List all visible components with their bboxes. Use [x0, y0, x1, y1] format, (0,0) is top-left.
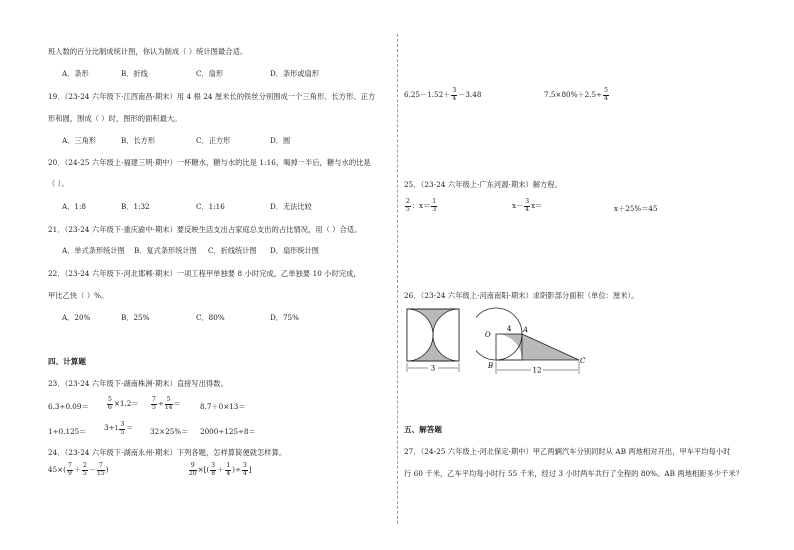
section-5-heading: 五、解答题 — [404, 425, 442, 434]
option-c[interactable]: C．扇形 — [196, 69, 224, 78]
calc-item: 2000÷125÷8＝ — [200, 427, 256, 436]
q22-line2: 甲比乙快（ ）%。 — [48, 291, 109, 300]
q20-line1: 20．（24-25 六年级上·福建三明·期中）一杯糖水，糖与水的比是 1:16，喝掉一半后，糖与水的比是 — [48, 158, 371, 167]
option-d[interactable]: D．条形或扇形 — [270, 69, 319, 78]
equation-1: $\frac{2}{5}$ ：x＝ $\frac{1}{3}$ — [406, 198, 437, 213]
figure-square-semicircles — [404, 306, 464, 376]
expr-1: 6.25－1.52＋ $\frac{3}{4}$ －3.48 — [404, 87, 482, 102]
figure-circle-triangle — [476, 306, 596, 378]
calc-item: $\frac{7}{5}$ ÷ $\frac{5}{14}$ ＝ — [152, 396, 181, 411]
fraction: $\frac{7}{5}$ — [152, 396, 156, 411]
option-b[interactable]: B．折线 — [121, 69, 148, 78]
option-b[interactable]: B．长方形 — [121, 136, 156, 145]
option-c[interactable]: C．正方形 — [196, 136, 231, 145]
option-d[interactable]: D．无法比较 — [270, 202, 312, 211]
q21-line1: 21．（23-24 六年级下·重庆渝中·期末）要反映生活支出占家庭总支出的占比情况，用（ ）合适。 — [48, 225, 362, 234]
option-c[interactable]: C．折线统计图 — [208, 246, 257, 255]
equation-2: x－ $\frac{3}{4}$ x＝ — [512, 198, 543, 213]
q19-line2: 形和圆，围成（ ）时，图形的面积最大。 — [48, 114, 182, 123]
option-d[interactable]: D．圆 — [270, 136, 291, 145]
expr-2: 7.5×80%＋2.5÷ $\frac{5}{4}$ — [544, 87, 608, 102]
option-b[interactable]: B．25% — [121, 313, 150, 322]
mixed-number: 1 $\frac{3}{5}$ — [114, 421, 125, 436]
point-label-b: B — [488, 362, 494, 370]
option-a[interactable]: A．条形 — [62, 69, 89, 78]
option-a[interactable]: A．1:8 — [62, 202, 86, 211]
column-divider — [397, 34, 398, 524]
q19-line1: 19．（23-24 六年级下·江西南昌·期末）用 4 根 24 厘米长的铁丝分别围成一个三角形、长方形、正方 — [48, 92, 376, 101]
section-4-heading: 四、计算题 — [48, 357, 86, 366]
option-d[interactable]: D．75% — [270, 313, 299, 322]
radius-label: 4 — [507, 325, 512, 333]
q24-expr-2: $\frac{9}{20}$ ×[( $\frac{3}{8}$ ＋ $\frac{1}{4}$ )÷ $\frac{3}{4}$ ] — [189, 462, 252, 477]
calc-item: 6.3÷0.09＝ — [48, 402, 89, 411]
option-b[interactable]: B．1:32 — [121, 202, 150, 211]
option-a[interactable]: A．20% — [62, 313, 91, 322]
fraction: $\frac{5}{14}$ — [164, 396, 173, 411]
option-c[interactable]: C．80% — [196, 313, 225, 322]
q20-line2: （ ）。 — [48, 179, 69, 188]
calc-item: 3÷ 1 $\frac{3}{5}$ ＝ — [104, 421, 134, 436]
option-a[interactable]: A．三角形 — [62, 136, 96, 145]
point-label-a: A — [523, 326, 529, 334]
calc-item: $\frac{5}{6}$ ×1.2＝ — [108, 396, 139, 411]
option-c[interactable]: C．1:16 — [196, 202, 225, 211]
q24-prompt: 24．（23-24 六年级下·湖南永州·期末）下列各题，怎样算简便就怎样算。 — [48, 448, 287, 457]
q27-line1: 27．（24-25 六年级上·河北保定·期中）甲乙两辆汽车分别同时从 AB 两地相对开出，甲车平均每小时 — [404, 447, 731, 456]
option-a[interactable]: A．单式条形统计图 — [62, 246, 125, 255]
q22-line1: 22．（23-24 六年级下·河北邯郸·期末）一项工程甲单独要 8 小时完成，乙单独要 10 小时完成， — [48, 269, 361, 278]
point-label-o: O — [485, 331, 491, 339]
dimension-label: 12 — [532, 366, 542, 375]
dimension-label: 3 — [430, 364, 436, 373]
q27-line2: 行 60 千米，乙车平均每小时行 55 千米，经过 3 小时两车共行了全程的 80%。AB 两地相距多少千米？ — [404, 469, 744, 478]
option-d[interactable]: D．扇形统计图 — [270, 246, 319, 255]
q23-prompt: 23．（23-24 六年级下·湖南株洲·期末）直接写出得数。 — [48, 379, 228, 388]
calc-item: 8.7＋0×13＝ — [200, 402, 246, 411]
q24-expr-1: 45×( $\frac{7}{9}$ ＋ $\frac{2}{5}$ － $\frac{7}{15}$ ) — [48, 462, 109, 477]
q25-prompt: 25．（23-24 六年级上·广东河源·期末）解方程。 — [404, 180, 563, 189]
calc-item: 32×25%＝ — [150, 427, 189, 436]
option-b[interactable]: B．复式条形统计图 — [134, 246, 197, 255]
equation-3: x＋25%＝45 — [614, 204, 658, 213]
point-label-c: C — [580, 357, 586, 365]
fraction: $\frac{5}{6}$ — [108, 396, 112, 411]
q26-prompt: 26．（23-24 六年级上·河南南阳·期末）求阴影部分面积（单位：厘米）。 — [404, 291, 639, 300]
calc-item: 1÷0.125＝ — [48, 427, 87, 436]
q18-tail: 班人数的百分比制成统计图，你认为制成（ ）统计图最合适。 — [48, 47, 248, 56]
